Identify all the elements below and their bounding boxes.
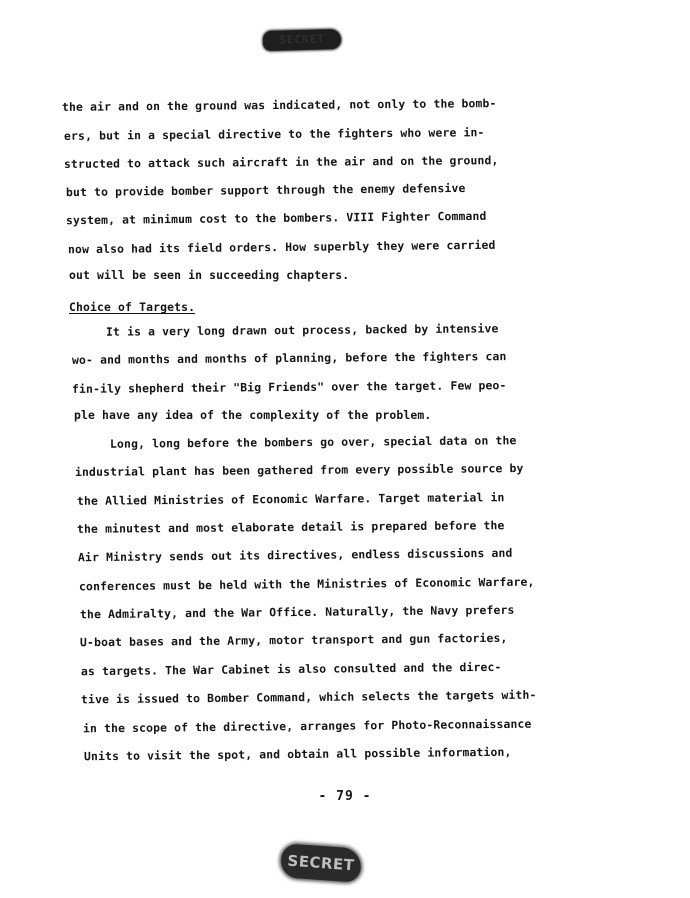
text-line: Units to visit the spot, and obtain all possible information, — [83, 744, 512, 764]
page-number: - 79 - — [318, 789, 372, 804]
text-line: Air Ministry sends out its directives, endless discussions and — [77, 545, 513, 565]
security-stamp-top-text: SECRET — [278, 32, 326, 47]
text-line: but to provide bomber support through the enemy defensive — [65, 180, 466, 200]
security-stamp-bottom-text: SECRET — [286, 851, 356, 875]
text-line: as targets. The War Cabinet is also consulted and the direc- — [80, 659, 502, 679]
text-line: wo- and months and months of planning, before the fighters can — [71, 349, 507, 367]
text-line: out will be seen in succeeding chapters. — [69, 268, 350, 282]
section-heading: Choice of Targets. — [69, 300, 196, 314]
text-line: ers, but in a special directive to the fighters who were in- — [63, 125, 485, 143]
text-line: tive is issued to Bomber Command, which selects the targets with- — [80, 687, 537, 707]
text-line: structed to attack such aircraft in the air and on the ground, — [63, 153, 499, 171]
text-line: industrial plant has been gathered from every possible source by — [74, 461, 524, 479]
text-line: conferences must be held with the Ministries of Economic Warfare, — [78, 574, 535, 594]
text-line: Long, long before the bombers go over, special data on the — [109, 433, 517, 451]
text-line: It is a very long drawn out process, backed by intensive — [105, 321, 499, 339]
text-line: U-boat bases and the Army, motor transport and gun factories, — [79, 630, 508, 650]
text-line: the air and on the ground was indicated, not only to the bomb- — [61, 96, 497, 114]
text-line: the Admiralty, and the War Office. Naturally, the Navy prefers — [79, 602, 515, 622]
text-line: ple have any idea of the complexity of the problem. — [74, 408, 432, 422]
security-stamp-bottom — [280, 843, 362, 882]
text-line: now also had its field orders. How superbly they were carried — [67, 237, 496, 257]
text-line: the minutest and most elaborate detail is prepared before the — [76, 518, 505, 536]
text-line: system, at minimum cost to the bombers. VIII Fighter Command — [65, 208, 487, 228]
text-line: the Allied Ministries of Economic Warfare. Target material in — [76, 490, 505, 508]
text-line: in the scope of the directive, arranges for Photo-Reconnaissance — [82, 716, 532, 736]
text-line: fin-ily shepherd their "Big Friends" over the target. Few peo- — [71, 378, 507, 396]
